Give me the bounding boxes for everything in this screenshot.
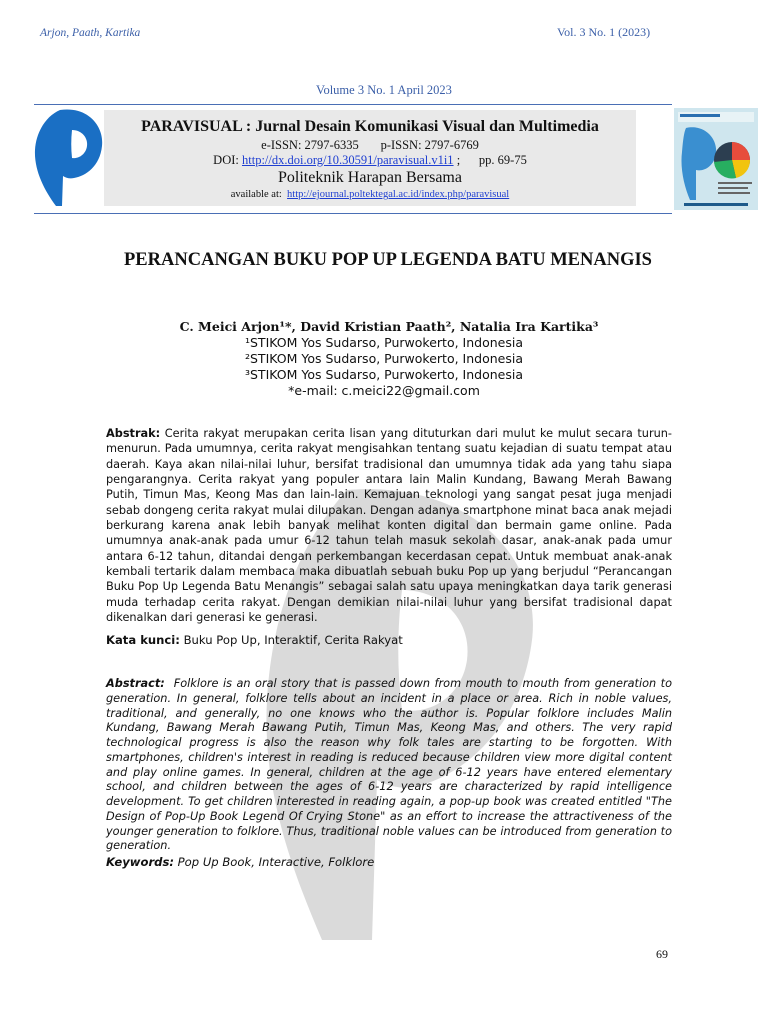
journal-name: PARAVISUAL : Jurnal Desain Komunikasi Visual dan Multimedia [141, 118, 599, 135]
doi-line [104, 153, 636, 168]
keywords-id-label: Kata kunci: [106, 633, 180, 647]
journal-header [104, 110, 636, 206]
publisher-name: Politeknik Harapan Bersama [278, 169, 462, 186]
page-number: 69 [656, 947, 668, 961]
issn-line: e-ISSN: 2797-6335 p-ISSN: 2797-6769 [261, 138, 479, 152]
paper-authors: C. Meici Arjon¹*, David Kristian Paath², Natalia Ira Kartika³ [179, 319, 599, 334]
keywords-indonesian [106, 633, 403, 647]
running-header-authors: Arjon, Paath, Kartika [40, 27, 141, 39]
available-label: available at: [230, 189, 288, 200]
running-header-volume: Vol. 3 No. 1 (2023) [557, 25, 651, 39]
abstract-id-label: Abstrak: [106, 427, 161, 440]
keywords-id-text: Buku Pop Up, Interaktif, Cerita Rakyat [179, 633, 403, 647]
affiliation-2: ²STIKOM Yos Sudarso, Purwokerto, Indonesia [244, 351, 523, 366]
abstract-en-text: Folklore is an oral story that is passed down from mouth to mouth from generation to generation. In general, folklore tells about an incident in a place or area. Rich in noble values, traditional, and generally, no one knows who the author is. Popular folklore includes Malin Kundang, Bawang Merah Bawang Putih, Timun Mas, Keong Mas, and others. The very rapid technological progress is also the reason why folk tales are starting to be forgotten. With smartphones, children's interest in reading is reduced because children view more digital content and play online games. In general, children at the age of 6-12 years have entered elementary school, and children between the ages of 6-12 years are characterized by rapid intelligence development. To get children interested in reading again, a pop-up book was created entitled "The Design of Pop-Up Book Legend Of Crying Stone" as an effort to increase the attractiveness of the younger generation to folklore. Thus, traditional noble values can be introduced from generation to generation. [106, 677, 676, 853]
volume-line: Volume 3 No. 1 April 2023 [316, 83, 452, 97]
abstract-en-label: Abstract: [106, 677, 165, 690]
affiliation-3: ³STIKOM Yos Sudarso, Purwokerto, Indonesia [244, 367, 523, 382]
keywords-english [106, 855, 374, 869]
available-at-line [104, 189, 636, 200]
page-range: ; pp. 69-75 [453, 153, 527, 167]
abstract-indonesian [106, 426, 672, 625]
keywords-en-text: Pop Up Book, Interactive, Folklore [174, 855, 375, 869]
top-rule [34, 104, 672, 105]
journal-url-link[interactable]: http://ejournal.poltektegal.ac.id/index.php/paravisual [287, 189, 510, 200]
abstract-english [106, 677, 676, 854]
doi-label: DOI: [213, 153, 242, 167]
doi-link[interactable]: http://dx.doi.org/10.30591/paravisual.v1i1 [242, 153, 454, 167]
paravisual-logo-icon [30, 104, 104, 208]
paper-title: PERANCANGAN BUKU POP UP LEGENDA BATU MENANGIS [124, 250, 652, 270]
affiliation-1: ¹STIKOM Yos Sudarso, Purwokerto, Indonesia [244, 335, 523, 350]
corresponding-email: *e-mail: c.meici22@gmail.com [288, 383, 480, 398]
abstract-id-text: Cerita rakyat merupakan cerita lisan yang dituturkan dari mulut ke mulut secara turun-menurun. Pada umumnya, cerita rakyat mengisahkan tentang suatu kejadian di suatu tempat atau daerah. Kaya akan nilai-nilai luhur, bersifat tradisional dan umumnya tidak ada yang tahu siapa pengarangnya. Cerita rakyat yang populer antara lain Malin Kundang, Bawang Merah Bawang Putih, Timun Mas, Keong Mas dan lain-lain. Kemajuan teknologi yang sangat pesat juga menjadi sebab dongeng cerita rakyat mulai dilupakan. Dengan adanya smartphone minat baca anak mejadi berkurang karena anak lebih banyak melihat konten digital dan bermain game online. Pada umumnya anak-anak pada umur 6-12 tahun telah masuk sekolah dasar, anak-anak pada umur antara 6-12 tahun, ditandai dengan perkembangan kecerdasan cepat. Untuk membuat anak-anak kembali tertarik dalam membaca maka dibuatlah sebuah buku Pop up yang berjudul “Perancangan Buku Pop Up Legenda Batu Menangis” sebagai salah satu upaya meningkatkan daya tarik generasi muda terhadap cerita rakyat. Dengan demikian nilai-nilai luhur yang bersifat tradisional dapat dikenalkan dari generasi ke generasi. [106, 427, 672, 625]
journal-cover-icon [674, 108, 758, 210]
keywords-en-label: Keywords: [106, 855, 174, 869]
header-bottom-rule [34, 213, 672, 214]
